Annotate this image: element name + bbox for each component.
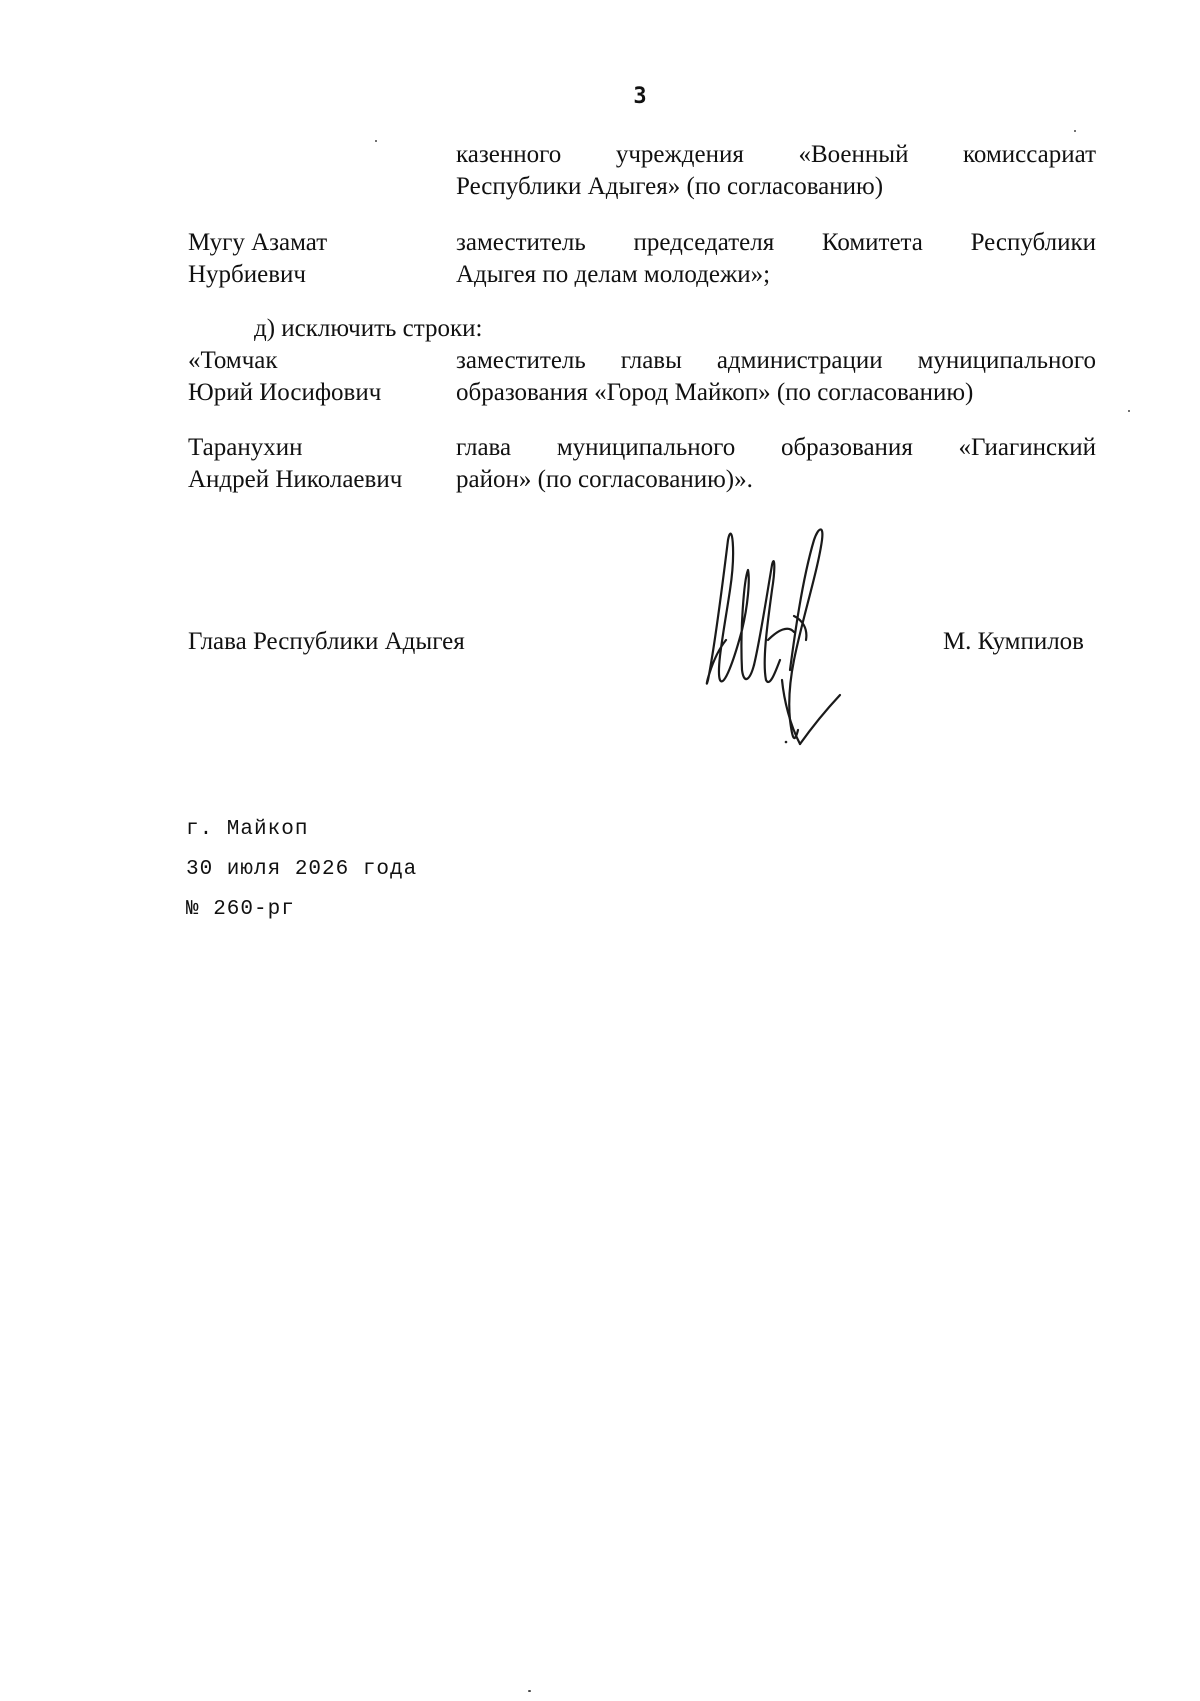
handwritten-signature bbox=[690, 520, 870, 780]
member-name bbox=[188, 432, 450, 496]
name-line: Нурбиевич bbox=[188, 261, 307, 288]
name-line: Юрий Иосифович bbox=[188, 379, 382, 406]
scan-speck bbox=[1128, 410, 1130, 412]
member-description bbox=[456, 345, 1096, 409]
description-line: образования «Город Майкоп» (по согласованию) bbox=[456, 379, 974, 406]
description-line: Адыгея по делам молодежи»; bbox=[456, 261, 771, 288]
scan-speck bbox=[375, 140, 377, 142]
description-line: заместитель председателя Комитета Республики bbox=[456, 229, 1096, 256]
member-description bbox=[456, 432, 1096, 496]
description-line: глава муниципального образования «Гиагинский bbox=[456, 434, 1096, 461]
description-line: заместитель главы администрации муниципального bbox=[456, 347, 1096, 374]
name-line: Мугу Азамат bbox=[188, 229, 328, 256]
description-line: Республики Адыгея» (по согласованию) bbox=[456, 173, 884, 200]
signatory-name: М. Кумпилов bbox=[942, 628, 1084, 655]
footer-date: 30 июля 2026 года bbox=[186, 858, 418, 881]
signatory-title: Глава Республики Адыгея bbox=[188, 628, 465, 655]
document-footer bbox=[186, 810, 417, 930]
scan-speck bbox=[1074, 130, 1076, 132]
description-line: казенного учреждения «Военный комиссариат bbox=[456, 141, 1096, 168]
name-line: Таранухин bbox=[188, 434, 303, 461]
page-number: 3 bbox=[633, 84, 647, 109]
member-name bbox=[188, 345, 450, 409]
scan-speck bbox=[528, 1690, 531, 1692]
instruction-text: д) исключить строки: bbox=[254, 315, 483, 342]
name-line: Андрей Николаевич bbox=[188, 466, 403, 493]
description-line: район» (по согласованию)». bbox=[456, 466, 753, 493]
continuation-description bbox=[456, 139, 1096, 203]
footer-number: № 260-рг bbox=[186, 898, 295, 921]
member-description bbox=[456, 227, 1096, 291]
member-name bbox=[188, 227, 450, 291]
footer-city: г. Майкоп bbox=[186, 818, 309, 841]
name-line: «Томчак bbox=[188, 347, 278, 374]
